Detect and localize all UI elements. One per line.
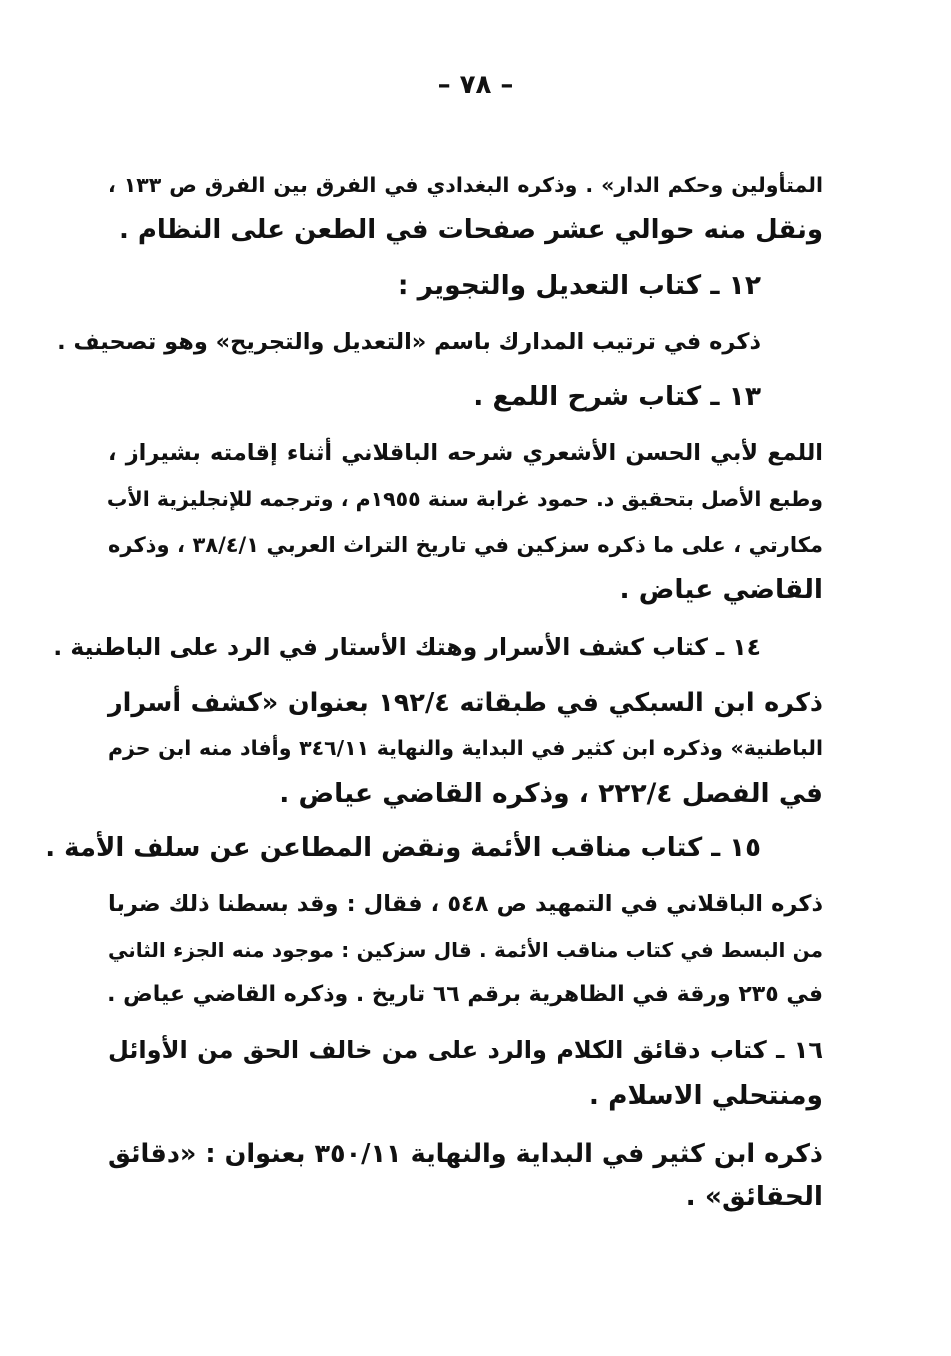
item-heading: ١٢ ـ كتاب التعديل والتجوير : xyxy=(397,270,761,301)
text-line: ذكره ابن السبكي في طبقاته ١٩٢/٤ بعنوان «كشف أسرار xyxy=(108,688,823,718)
item-heading: ١٦ ـ كتاب دقائق الكلام والرد على من خالف الحق من الأوائل xyxy=(108,1036,823,1064)
text-line: وطبع الأصل بتحقيق د. حمود غرابة سنة ١٩٥٥م ، وترجمه للإنجليزية الأب xyxy=(106,487,823,511)
text-line: ذكره في ترتيب المدارك باسم «التعديل والتجريح» وهو تصحيف . xyxy=(57,329,761,355)
text-line: ذكره ابن كثير في البداية والنهاية ٣٥٠/١١ بعنوان : «دقائق xyxy=(108,1139,823,1169)
text-line: المتأولين وحكم الدار» . وذكره البغدادي في الفرق بين الفرق ص ١٣٣ ، xyxy=(108,173,823,197)
text-line: في الفصل ٢٢٢/٤ ، وذكره القاضي عياض . xyxy=(279,778,823,809)
item-heading: ١٣ ـ كتاب شرح اللمع . xyxy=(473,381,761,412)
text-line: الحقائق» . xyxy=(685,1181,823,1212)
text-line: ذكره الباقلاني في التمهيد ص ٥٤٨ ، فقال : وقد بسطنا ذلك ضربا xyxy=(108,891,823,917)
item-heading: ١٥ ـ كتاب مناقب الأئمة ونقض المطاعن عن سلف الأمة . xyxy=(45,833,761,863)
text-line: ونقل منه حوالي عشر صفحات في الطعن على النظام . xyxy=(118,215,823,245)
item-heading: ١٤ ـ كتاب كشف الأسرار وهتك الأستار في الرد على الباطنية . xyxy=(53,633,761,661)
text-line: من البسط في كتاب مناقب الأئمة . قال سزكين : موجود منه الجزء الثاني xyxy=(108,938,823,962)
text-line: مكارتي ، على ما ذكره سزكين في تاريخ التراث العربي ٣٨/٤/١ ، وذكره xyxy=(108,533,823,557)
text-line: في ٢٣٥ ورقة في الظاهرية برقم ٦٦ تاريخ . وذكره القاضي عياض . xyxy=(107,982,823,1007)
text-line: القاضي عياض . xyxy=(619,574,823,605)
page-number: – ٧٨ – xyxy=(437,70,514,100)
text-line: اللمع لأبي الحسن الأشعري شرحه الباقلاني أثناء إقامته بشيراز ، xyxy=(108,440,823,466)
text-line: ومنتحلي الاسلام . xyxy=(588,1080,823,1111)
text-line: الباطنية» وذكره ابن كثير في البداية والنهاية ٣٤٦/١١ وأفاد منه ابن حزم xyxy=(108,736,823,760)
